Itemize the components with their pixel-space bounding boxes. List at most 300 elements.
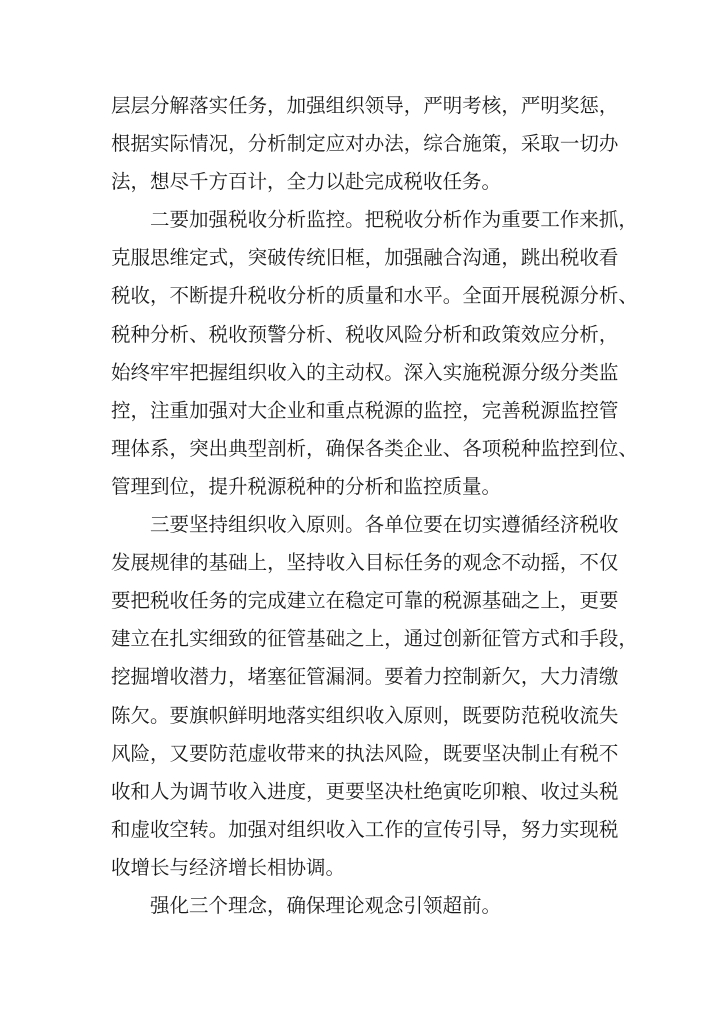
text-char: ，	[501, 94, 521, 117]
text-char: 控	[325, 208, 346, 232]
text-char: 定	[364, 589, 385, 613]
text-char: ，	[150, 741, 170, 765]
text-char: 立	[306, 589, 326, 613]
text-char: 领	[364, 94, 385, 117]
text-char: 清	[579, 665, 599, 689]
text-char: 税	[208, 322, 229, 346]
text-char: 点	[345, 398, 365, 422]
text-char: 上	[364, 627, 385, 651]
text-char: 制	[462, 665, 482, 689]
text-char: 基	[208, 551, 229, 575]
text-char: 统	[306, 246, 326, 270]
text-line	[111, 544, 619, 582]
text-char: 控	[579, 398, 599, 422]
text-char: 更	[325, 779, 346, 803]
text-char: 加	[189, 208, 209, 232]
text-char: 经	[540, 513, 560, 537]
text-line	[111, 316, 619, 354]
text-char: 。	[384, 360, 404, 384]
text-char: 把	[189, 360, 209, 384]
text-char: 牢	[169, 360, 190, 384]
text-char: ，	[306, 779, 326, 803]
text-char: 。	[345, 513, 365, 537]
text-char: 和	[306, 398, 326, 422]
text-line	[111, 582, 619, 620]
text-char: 织	[345, 703, 365, 727]
text-char: 类	[579, 360, 599, 384]
text-line	[111, 125, 619, 163]
text-char: 、	[442, 436, 463, 460]
text-char: 把	[364, 208, 385, 232]
text-char: 风	[384, 741, 404, 765]
text-char: 作	[559, 208, 580, 232]
text-char: 征	[267, 627, 287, 651]
text-char: 加	[228, 817, 248, 841]
text-char: ，	[559, 551, 580, 575]
text-char: 收	[325, 551, 346, 575]
text-char: 分	[559, 360, 580, 384]
text-char: 在	[442, 513, 463, 537]
text-char: 的	[403, 398, 424, 422]
text-char: 杜	[403, 779, 424, 803]
text-char: 应	[540, 322, 560, 346]
text-char: 人	[150, 779, 170, 803]
text-char: 策	[481, 132, 502, 156]
text-char: 法	[384, 132, 404, 156]
text-char: 完	[247, 589, 268, 613]
text-char: 税	[520, 398, 541, 422]
text-char: 又	[169, 741, 190, 765]
text-char: 大	[540, 665, 560, 689]
text-char: 。	[364, 665, 385, 689]
text-char: 税	[111, 284, 131, 308]
text-char: 风	[384, 322, 404, 346]
text-char: 强	[306, 94, 326, 117]
text-char: ，	[520, 665, 541, 689]
text-char: 析	[306, 322, 326, 346]
text-line	[111, 506, 619, 544]
text-char: 堵	[247, 665, 268, 689]
text-char: 对	[267, 817, 287, 841]
text-char: 决	[501, 741, 521, 765]
text-char: 明	[247, 703, 268, 727]
text-line	[111, 811, 619, 849]
text-char: 风	[111, 741, 131, 765]
text-char: 陈	[111, 703, 131, 727]
text-char: 实	[559, 817, 580, 841]
text-char: 险	[403, 322, 424, 346]
text-char: 位	[403, 513, 424, 537]
text-char: 。	[442, 284, 463, 308]
text-char: 确	[325, 436, 346, 460]
text-char: 发	[111, 551, 131, 575]
text-char: 入	[423, 360, 443, 384]
text-char: 层	[130, 94, 151, 117]
text-char: 创	[442, 627, 463, 651]
text-char: 把	[130, 589, 151, 613]
text-char: 税	[228, 208, 248, 232]
text-char: 框	[345, 246, 365, 270]
text-char: 着	[403, 665, 424, 689]
text-char: 切	[462, 513, 482, 537]
text-char: 既	[462, 703, 482, 727]
text-char: 强	[208, 398, 229, 422]
text-char: 险	[130, 741, 151, 765]
text-char: 标	[384, 551, 404, 575]
text-char: 深	[403, 360, 424, 384]
text-char: 有	[559, 741, 580, 765]
line-text	[111, 735, 619, 773]
text-char: 收	[364, 703, 385, 727]
text-char: 一	[559, 132, 580, 156]
text-char: 建	[111, 627, 131, 651]
text-char: 不	[598, 741, 619, 765]
text-char: ，	[423, 741, 443, 765]
text-char: 施	[462, 132, 482, 156]
text-char: 寅	[442, 779, 463, 803]
text-char: 力	[540, 817, 560, 841]
text-char: 税	[559, 246, 580, 270]
text-char: 重	[325, 398, 346, 422]
text-char: 税	[345, 322, 365, 346]
line-text: 收增长与经济增长相协调。	[111, 855, 346, 879]
text-char: 强	[247, 817, 268, 841]
text-char: 落	[189, 94, 209, 117]
text-char: 的	[325, 284, 346, 308]
text-char: 效	[520, 322, 541, 346]
line-text	[111, 430, 638, 468]
line-text: 强化三个理念，确保理论观念引领超前。	[150, 893, 502, 917]
text-char: 塞	[267, 665, 287, 689]
text-line	[111, 430, 638, 468]
text-line	[111, 354, 619, 392]
text-char: 组	[325, 703, 346, 727]
text-char: 善	[501, 398, 521, 422]
text-char: 的	[306, 360, 326, 384]
text-char: 执	[345, 741, 365, 765]
text-char: 收	[267, 284, 287, 308]
text-char: 入	[286, 513, 307, 537]
text-char: 现	[579, 817, 599, 841]
text-char: 分	[579, 284, 599, 308]
text-char: 突	[247, 246, 268, 270]
line-text: 管理到位，提升税源税种的分析和监控质量。	[111, 474, 502, 498]
text-char: 控	[442, 665, 463, 689]
text-char: 实	[442, 360, 463, 384]
text-char: 要	[169, 208, 190, 232]
text-char: 系	[150, 436, 170, 460]
text-char: 宣	[423, 817, 443, 841]
text-char: 采	[520, 132, 541, 156]
text-line	[111, 239, 619, 277]
text-char: 收	[130, 284, 151, 308]
text-char: 致	[228, 627, 248, 651]
text-char: 目	[364, 551, 385, 575]
text-char: 征	[286, 665, 307, 689]
text-char: 要	[598, 589, 619, 613]
line-text	[111, 620, 638, 658]
text-char: 旗	[189, 703, 209, 727]
text-char: 面	[481, 284, 502, 308]
text-char: 服	[130, 246, 151, 270]
text-char: 作	[384, 817, 404, 841]
text-char: 务	[423, 551, 443, 575]
text-char: 卯	[481, 779, 502, 803]
text-char: 提	[208, 284, 229, 308]
text-char: 欠	[130, 703, 151, 727]
text-char: 保	[345, 436, 365, 460]
text-char: ，	[267, 551, 287, 575]
text-char: 的	[423, 589, 443, 613]
text-char: ，	[130, 398, 151, 422]
text-char: 持	[306, 551, 326, 575]
text-line	[111, 620, 638, 658]
text-line	[111, 87, 619, 125]
text-char: 跳	[520, 246, 541, 270]
text-char: 税	[150, 589, 170, 613]
text-char: 手	[579, 627, 599, 651]
text-char: 持	[208, 513, 229, 537]
text-char: 要	[111, 589, 131, 613]
text-char: 源	[462, 589, 482, 613]
text-char: 收	[403, 208, 424, 232]
text-char: 基	[481, 589, 502, 613]
text-char: 实	[306, 703, 326, 727]
text-char: 在	[150, 627, 170, 651]
text-char: 源	[384, 398, 404, 422]
text-char: 权	[364, 360, 385, 384]
text-char: 析	[442, 208, 463, 232]
text-char: 全	[462, 284, 482, 308]
text-char: ，	[501, 246, 521, 270]
text-char: 抓	[598, 208, 619, 232]
text-char: 严	[520, 94, 541, 117]
text-char: 定	[189, 246, 209, 270]
text-char: 坚	[286, 551, 307, 575]
text-char: 握	[208, 360, 229, 384]
text-char: 收	[579, 246, 599, 270]
line-text	[111, 773, 619, 811]
text-char: 不	[579, 551, 599, 575]
text-char: 监	[540, 436, 560, 460]
text-char: 监	[559, 398, 580, 422]
text-char: 办	[364, 132, 385, 156]
text-char: 克	[111, 246, 131, 270]
text-char: 缴	[598, 665, 619, 689]
text-char: 要	[462, 741, 482, 765]
text-char: 体	[130, 436, 151, 460]
text-char: 要	[345, 779, 365, 803]
text-char: 通	[403, 627, 424, 651]
text-char: 量	[364, 284, 385, 308]
text-char: 范	[520, 703, 541, 727]
text-char: 考	[462, 94, 482, 117]
text-char: ，	[228, 246, 248, 270]
text-char: 作	[462, 208, 482, 232]
text-char: 导	[481, 817, 502, 841]
text-char: 制	[286, 132, 307, 156]
text-char: 收	[598, 513, 619, 537]
text-char: 破	[267, 246, 287, 270]
text-char: 入	[345, 551, 365, 575]
line-text	[111, 811, 619, 849]
text-char: 和	[111, 817, 131, 841]
text-char: 止	[540, 741, 560, 765]
text-char: 。	[150, 703, 170, 727]
text-char: 展	[130, 551, 151, 575]
text-char: 政	[481, 322, 502, 346]
text-char: 建	[286, 589, 307, 613]
text-char: 业	[286, 398, 307, 422]
text-char: 过	[423, 627, 443, 651]
text-char: 分	[423, 322, 443, 346]
text-char: 开	[501, 284, 521, 308]
text-char: 控	[559, 436, 580, 460]
text-char: 类	[384, 436, 404, 460]
text-char: 带	[286, 741, 307, 765]
text-char: 转	[189, 817, 209, 841]
text-char: 力	[559, 665, 580, 689]
text-char: 传	[286, 246, 307, 270]
text-char: 二	[150, 208, 170, 232]
text-char: 断	[189, 284, 209, 308]
text-char: 型	[247, 436, 268, 460]
text-char: 综	[423, 132, 443, 156]
text-char: 沟	[462, 246, 482, 270]
text-char: 切	[579, 132, 599, 156]
text-line	[111, 163, 611, 201]
text-char: 征	[481, 627, 502, 651]
line-text	[150, 201, 638, 239]
text-char: 和	[384, 284, 404, 308]
text-char: 仅	[598, 551, 619, 575]
text-char: 组	[286, 817, 307, 841]
text-char: 收	[267, 360, 287, 384]
text-char: 出	[540, 246, 560, 270]
text-char: 之	[520, 589, 541, 613]
text-char: 收	[169, 589, 190, 613]
text-char: ，	[598, 322, 619, 346]
text-char: 税	[442, 589, 463, 613]
text-char: 立	[130, 627, 151, 651]
text-char: 力	[208, 665, 229, 689]
text-char: 策	[501, 322, 521, 346]
text-char: 和	[130, 779, 151, 803]
text-char: 础	[325, 627, 346, 651]
text-char: 到	[579, 436, 599, 460]
text-char: 收	[364, 322, 385, 346]
text-char: 分	[286, 322, 307, 346]
text-char: 调	[189, 779, 209, 803]
line-text	[111, 582, 619, 620]
text-char: 和	[559, 627, 580, 651]
text-char: 监	[598, 360, 619, 384]
text-char: 税	[540, 284, 560, 308]
text-char: 税	[247, 284, 268, 308]
text-char: 新	[481, 665, 502, 689]
text-line	[111, 849, 611, 887]
text-char: 式	[540, 627, 560, 651]
text-char: 各	[364, 513, 385, 537]
text-char: 潜	[189, 665, 209, 689]
text-char: 织	[306, 817, 326, 841]
text-char: 旧	[325, 246, 346, 270]
text-char: 新	[462, 627, 482, 651]
text-char: 监	[423, 398, 443, 422]
line-text	[150, 506, 619, 544]
text-char: 强	[208, 208, 229, 232]
text-line	[111, 201, 638, 239]
text-char: 加	[384, 246, 404, 270]
text-char: 空	[169, 817, 190, 841]
text-char: 、	[618, 284, 638, 308]
text-char: 平	[423, 284, 443, 308]
text-char: 帜	[208, 703, 229, 727]
text-char: ，	[618, 208, 638, 232]
text-char: 析	[267, 132, 287, 156]
text-char: 定	[306, 132, 326, 156]
text-char: 范	[228, 741, 248, 765]
text-char: 和	[462, 322, 482, 346]
text-char: 加	[286, 94, 307, 117]
text-char: 要	[169, 513, 190, 537]
text-char: 预	[247, 322, 268, 346]
text-char: 决	[384, 779, 404, 803]
text-char: 析	[579, 322, 599, 346]
text-char: 税	[540, 703, 560, 727]
text-char: 导	[384, 94, 404, 117]
text-char: 据	[130, 132, 151, 156]
text-char: 方	[520, 627, 541, 651]
text-char: 控	[442, 398, 463, 422]
text-char: 管	[306, 665, 326, 689]
text-line	[111, 392, 619, 430]
text-char: 强	[403, 246, 424, 270]
text-char: 遵	[501, 513, 521, 537]
text-char: 力	[423, 665, 443, 689]
text-char: 实	[481, 513, 502, 537]
text-char: 展	[520, 284, 541, 308]
text-char: 础	[501, 589, 521, 613]
text-char: 绝	[423, 779, 443, 803]
text-char: 理	[111, 436, 131, 460]
text-char: 要	[481, 703, 502, 727]
text-char: 过	[559, 779, 580, 803]
text-char: 入	[286, 360, 307, 384]
text-char: 流	[579, 703, 599, 727]
text-char: 组	[325, 94, 346, 117]
text-char: 种	[130, 322, 151, 346]
text-char: 牢	[150, 360, 170, 384]
text-char: 努	[520, 817, 541, 841]
text-char: 税	[481, 360, 502, 384]
text-char: 要	[423, 513, 443, 537]
text-char: 对	[228, 398, 248, 422]
text-line	[111, 773, 619, 811]
text-char: 源	[540, 398, 560, 422]
text-char: 严	[423, 94, 443, 117]
text-char: 不	[501, 551, 521, 575]
text-char: 稳	[345, 589, 365, 613]
text-char: 务	[247, 94, 268, 117]
text-char: 摇	[540, 551, 560, 575]
text-char: ，	[501, 132, 521, 156]
text-char: 重	[169, 398, 190, 422]
text-char: 头	[579, 779, 599, 803]
text-char: 不	[169, 284, 190, 308]
text-char: 入	[345, 817, 365, 841]
text-char: 失	[598, 703, 619, 727]
